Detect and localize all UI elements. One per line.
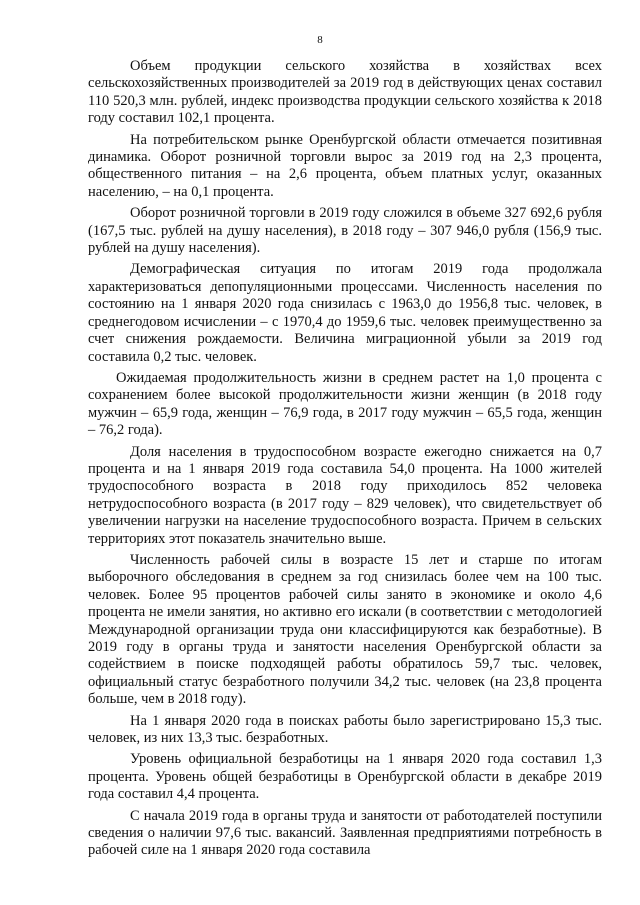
paragraph-agriculture-output: Объем продукции сельского хозяйства в хозяйствах всех сельскохозяйственных производителей за 2019 год в действующих ценах составил 110 520,3 млн. рублей, индекс производства продукции сельского хозяйства к 2018 году составил 102,1 процента.	[88, 58, 602, 127]
paragraph-vacancies: С начала 2019 года в органы труда и занятости от работодателей поступили сведения о наличии 97,6 тыс. вакансий. Заявленная предприятиями потребность в рабочей силе на 1 января 2020 года составила	[88, 807, 602, 859]
paragraph-labor-force: Численность рабочей силы в возрасте 15 лет и старше по итогам выборочного обследования в среднем за год снизилась более чем на 100 тыс. человек. Более 95 процентов рабочей силы занято в экономике и около 4,6 процента не имели занятия, но активно его искали (в соответствии с методологией Международной организации труда они классифицируются как безработные). В 2019 году в органы труда и занятости населения Оренбургской области за содействием в поиске подходящей работы обратилось 59,7 тыс. человек, официальный статус безработного получили 34,2 тыс. человек (на 23,8 процента больше, чем в 2018 году).	[88, 551, 602, 708]
document-body	[88, 58, 602, 864]
paragraph-consumer-market: На потребительском рынке Оренбургской области отмечается позитивная динамика. Оборот розничной торговли вырос за 2019 год на 2,3 процента, общественного питания – на 2,6 процента, объем платных услуг, оказанных населению, – на 0,1 процента.	[88, 131, 602, 200]
paragraph-unemployment-rate: Уровень официальной безработицы на 1 января 2020 года составил 1,3 процента. Уровень общей безработицы в Оренбургской области в декабре 2019 года составил 4,4 процента.	[88, 751, 602, 803]
paragraph-retail-turnover: Оборот розничной торговли в 2019 году сложился в объеме 327 692,6 рубля (167,5 тыс. рублей на душу населения), в 2018 году – 307 946,0 рубля (156,9 тыс. рублей на душу населения).	[88, 205, 602, 257]
page-number: 8	[317, 34, 323, 46]
paragraph-job-seekers: На 1 января 2020 года в поисках работы было зарегистрировано 15,3 тыс. человек, из них 13,3 тыс. безработных.	[88, 712, 602, 747]
paragraph-demographics: Демографическая ситуация по итогам 2019 года продолжала характеризоваться депопуляционными процессами. Численность населения по состоянию на 1 января 2020 года снизилась с 1963,0 до 1956,8 тыс. человек, в среднегодовом исчислении – с 1970,4 до 1959,6 тыс. человек преимущественно за счет снижения рождаемости. Величина миграционной убыли за 2019 год составила 0,2 тыс. человек.	[88, 261, 602, 365]
paragraph-working-age-share: Доля населения в трудоспособном возрасте ежегодно снижается на 0,7 процента и на 1 января 2019 года составила 54,0 процента. На 1000 жителей трудоспособного возраста в 2018 году приходилось 852 человека нетрудоспособного возраста (в 2017 году – 829 человек), что свидетельствует об увеличении нагрузки на население трудоспособного возраста. Причем в сельских территориях этот показатель значительно выше.	[88, 443, 602, 547]
paragraph-life-expectancy: Ожидаемая продолжительность жизни в среднем растет на 1,0 процента с сохранением более высокой продолжительности жизни женщин (в 2018 году мужчин – 65,9 года, женщин – 76,9 года, в 2017 году мужчин – 65,5 года, женщин – 76,2 года).	[88, 369, 602, 439]
